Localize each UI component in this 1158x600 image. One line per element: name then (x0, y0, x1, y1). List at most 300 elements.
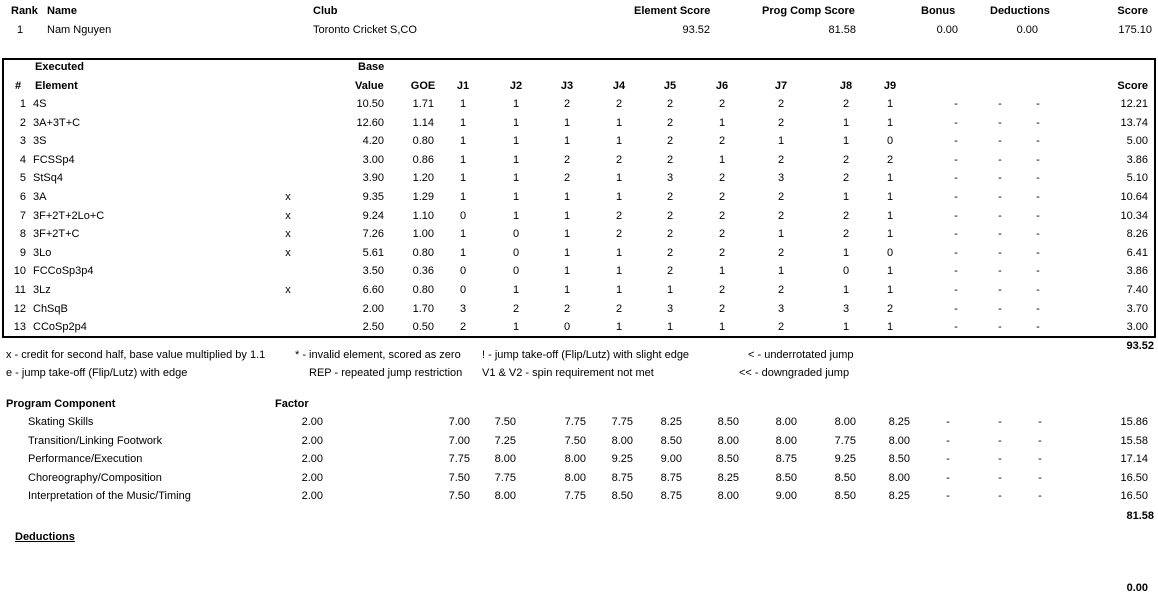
pc-judge-2: 8.00 (494, 490, 516, 503)
pc-factor: 2.00 (301, 416, 323, 428)
element-judge-3: 1 (563, 246, 571, 259)
element-judge-3: 1 (563, 209, 571, 222)
element-judge-5: 2 (666, 116, 674, 129)
pc-judge-7: 9.00 (775, 490, 797, 503)
pc-empty-judge-3: - (1038, 453, 1042, 466)
pc-name: Transition/Linking Footwork (28, 434, 163, 447)
pc-judge-3: 7.75 (564, 490, 586, 503)
element-empty-judge-1: - (954, 98, 958, 110)
element-judge-2: 1 (512, 191, 520, 203)
pc-factor: 2.00 (301, 453, 323, 466)
deductions-header: Deductions (990, 5, 1050, 17)
goe-header: GOE (410, 80, 436, 92)
element-empty-judge-1: - (954, 302, 958, 315)
element-code: FCSSp4 (33, 153, 75, 166)
element-base-value: 9.24 (362, 209, 384, 222)
element-code: CCoSp2p4 (33, 321, 87, 334)
element-judge-1: 3 (459, 302, 467, 315)
element-judge-7: 1 (777, 228, 785, 241)
element-judge-6: 2 (718, 191, 726, 203)
elements-table-border (2, 58, 1156, 338)
pc-judge-1: 7.75 (448, 453, 470, 466)
element-goe: 0.50 (412, 321, 434, 334)
element-base-value: 4.20 (362, 135, 384, 148)
pc-judge-5: 8.25 (660, 416, 682, 428)
legend-x-credit: x - credit for second half, base value multiplied by 1.1 (6, 349, 266, 361)
club-header: Club (313, 5, 338, 17)
element-row-num: 2 (19, 116, 26, 129)
skater-prog-comp-score: 81.58 (828, 24, 856, 36)
element-base-value: 12.60 (356, 116, 384, 129)
element-empty-judge-2: - (998, 98, 1002, 110)
skater-rank: 1 (17, 24, 24, 36)
score-header: Score (1117, 5, 1148, 17)
pc-name: Skating Skills (28, 416, 94, 428)
element-judge-8: 1 (842, 284, 850, 296)
element-empty-judge-3: - (1036, 116, 1040, 129)
element-judge-5: 2 (666, 209, 674, 222)
element-judge-3: 2 (563, 302, 571, 315)
element-header: Element (35, 80, 78, 92)
element-judge-9: 1 (886, 191, 894, 203)
element-judge-2: 1 (512, 153, 520, 166)
pc-judge-4: 9.25 (611, 453, 633, 466)
element-judge-7: 1 (777, 135, 785, 148)
element-judge-2: 1 (512, 209, 520, 222)
skater-total-score: 175.10 (1118, 24, 1152, 36)
skater-club: Toronto Cricket S,CO (313, 24, 417, 36)
legend-v1v2: V1 & V2 - spin requirement not met (482, 367, 654, 379)
pc-judge-6: 8.00 (717, 490, 739, 503)
element-code: 3Lo (33, 246, 52, 259)
element-judge-9: 0 (886, 135, 894, 148)
element-judge-4: 1 (615, 191, 623, 203)
element-empty-judge-2: - (998, 284, 1002, 296)
element-judge-5: 1 (666, 284, 674, 296)
element-judge-6: 1 (718, 321, 726, 334)
pc-judge-8: 9.25 (834, 453, 856, 466)
element-judge-8: 0 (842, 265, 850, 278)
element-empty-judge-2: - (998, 135, 1002, 148)
element-judge-2: 1 (512, 98, 520, 110)
element-judge-6: 1 (718, 116, 726, 129)
element-judge-6: 2 (718, 284, 726, 296)
element-empty-judge-3: - (1036, 284, 1040, 296)
element-judge-7: 2 (777, 116, 785, 129)
element-judge-4: 2 (615, 153, 623, 166)
pc-empty-judge-1: - (946, 490, 950, 503)
pc-judge-4: 8.00 (611, 434, 633, 447)
element-empty-judge-1: - (954, 209, 958, 222)
element-empty-judge-3: - (1036, 191, 1040, 203)
element-empty-judge-1: - (954, 228, 958, 241)
element-flag: x (285, 284, 291, 296)
pc-judge-7: 8.75 (775, 453, 797, 466)
element-judge-1: 2 (459, 321, 467, 334)
element-judge-6: 2 (718, 172, 726, 185)
legend-edge: e - jump take-off (Flip/Lutz) with edge (6, 367, 188, 379)
element-judge-2: 1 (512, 116, 520, 129)
element-row-num: 9 (19, 246, 26, 259)
element-judge-9: 1 (886, 321, 894, 334)
element-judge-4: 1 (615, 135, 623, 148)
element-empty-judge-2: - (998, 153, 1002, 166)
element-empty-judge-3: - (1036, 302, 1040, 315)
element-judge-4: 2 (615, 98, 623, 110)
element-judge-4: 2 (615, 209, 623, 222)
element-judge-8: 2 (842, 209, 850, 222)
j3-header: J3 (560, 80, 574, 92)
element-judge-6: 2 (718, 209, 726, 222)
element-goe: 1.20 (412, 172, 434, 185)
element-score: 3.86 (1126, 265, 1148, 278)
pc-judge-6: 8.50 (717, 416, 739, 428)
element-judge-8: 2 (842, 228, 850, 241)
element-score: 3.00 (1126, 321, 1148, 334)
pc-judge-2: 7.75 (494, 471, 516, 484)
pc-judge-5: 8.75 (660, 490, 682, 503)
element-empty-judge-1: - (954, 265, 958, 278)
pc-empty-judge-1: - (946, 453, 950, 466)
name-header: Name (47, 5, 77, 17)
pc-judge-1: 7.50 (448, 471, 470, 484)
pc-judge-6: 8.50 (717, 453, 739, 466)
element-score: 3.86 (1126, 153, 1148, 166)
element-empty-judge-3: - (1036, 135, 1040, 148)
pc-judge-8: 7.75 (834, 434, 856, 447)
element-code: 4S (33, 98, 47, 110)
element-empty-judge-2: - (998, 321, 1002, 334)
element-judge-5: 2 (666, 98, 674, 110)
element-row-num: 6 (19, 191, 26, 203)
element-judge-8: 1 (842, 321, 850, 334)
element-judge-3: 2 (563, 153, 571, 166)
element-empty-judge-2: - (998, 172, 1002, 185)
element-judge-8: 1 (842, 135, 850, 148)
element-judge-3: 2 (563, 98, 571, 110)
element-row-num: 1 (19, 98, 26, 110)
element-base-value: 5.61 (362, 246, 384, 259)
element-judge-5: 3 (666, 172, 674, 185)
legend-underrotated: < - underrotated jump (748, 349, 854, 361)
pc-judge-4: 8.75 (611, 471, 633, 484)
element-judge-1: 1 (459, 228, 467, 241)
element-goe: 0.80 (412, 246, 434, 259)
element-judge-4: 1 (615, 284, 623, 296)
element-empty-judge-2: - (998, 209, 1002, 222)
element-empty-judge-2: - (998, 246, 1002, 259)
pc-judge-9: 8.25 (888, 490, 910, 503)
element-empty-judge-2: - (998, 116, 1002, 129)
pc-judge-2: 7.50 (494, 416, 516, 428)
element-empty-judge-1: - (954, 153, 958, 166)
element-judge-1: 0 (459, 265, 467, 278)
j4-header: J4 (612, 80, 626, 92)
element-judge-3: 0 (563, 321, 571, 334)
element-judge-2: 0 (512, 228, 520, 241)
element-code: 3A (33, 191, 47, 203)
element-code: 3F+2T+2Lo+C (33, 209, 105, 222)
element-goe: 1.29 (412, 191, 434, 203)
skater-element-score: 93.52 (682, 24, 710, 36)
element-judge-7: 2 (777, 284, 785, 296)
pc-judge-5: 8.75 (660, 471, 682, 484)
element-judge-2: 1 (512, 135, 520, 148)
element-code: FCCoSp3p4 (33, 265, 94, 278)
element-empty-judge-1: - (954, 135, 958, 148)
element-empty-judge-3: - (1036, 209, 1040, 222)
element-empty-judge-2: - (998, 228, 1002, 241)
element-score: 3.70 (1126, 302, 1148, 315)
element-goe: 1.14 (412, 116, 434, 129)
j7-header: J7 (774, 80, 788, 92)
rank-header: Rank (11, 5, 38, 17)
value-header: Value (355, 80, 384, 92)
j5-header: J5 (663, 80, 677, 92)
skater-name: Nam Nguyen (47, 24, 112, 36)
element-base-value: 7.26 (362, 228, 384, 241)
pc-judge-3: 7.50 (564, 434, 586, 447)
element-score: 12.21 (1120, 98, 1148, 110)
element-judge-7: 1 (777, 265, 785, 278)
pc-judge-7: 8.00 (775, 416, 797, 428)
element-judge-4: 1 (615, 116, 623, 129)
element-judge-7: 3 (777, 302, 785, 315)
element-judge-4: 2 (615, 228, 623, 241)
factor-header: Factor (275, 398, 309, 410)
element-base-value: 3.00 (362, 153, 384, 166)
element-judge-1: 1 (459, 153, 467, 166)
element-empty-judge-3: - (1036, 98, 1040, 110)
program-component-title: Program Component (6, 398, 116, 410)
pc-empty-judge-2: - (998, 416, 1002, 428)
pc-judge-9: 8.25 (888, 416, 910, 428)
pc-factor: 2.00 (301, 471, 323, 484)
element-judge-7: 2 (777, 98, 785, 110)
element-row-num: 8 (19, 228, 26, 241)
element-judge-1: 1 (459, 246, 467, 259)
bonus-header: Bonus (921, 5, 956, 17)
element-judge-6: 1 (718, 265, 726, 278)
element-judge-9: 2 (886, 302, 894, 315)
element-row-num: 5 (19, 172, 26, 185)
pc-empty-judge-1: - (946, 416, 950, 428)
element-base-value: 3.50 (362, 265, 384, 278)
element-judge-2: 2 (512, 302, 520, 315)
element-flag: x (285, 209, 291, 222)
legend-rep: REP - repeated jump restriction (309, 367, 463, 379)
element-judge-8: 1 (842, 116, 850, 129)
pc-judge-6: 8.00 (717, 434, 739, 447)
element-base-value: 2.50 (362, 321, 384, 334)
element-row-num: 7 (19, 209, 26, 222)
element-judge-8: 3 (842, 302, 850, 315)
skater-bonus: 0.00 (936, 24, 958, 36)
element-judge-6: 2 (718, 302, 726, 315)
element-base-value: 9.35 (362, 191, 384, 203)
element-empty-judge-3: - (1036, 172, 1040, 185)
element-goe: 1.71 (412, 98, 434, 110)
element-judge-7: 2 (777, 321, 785, 334)
pc-judge-8: 8.50 (834, 490, 856, 503)
element-code: 3F+2T+C (33, 228, 80, 241)
element-code: 3A+3T+C (33, 116, 81, 129)
element-empty-judge-3: - (1036, 246, 1040, 259)
pc-empty-judge-3: - (1038, 490, 1042, 503)
pc-judge-1: 7.00 (448, 434, 470, 447)
element-judge-5: 1 (666, 321, 674, 334)
element-judge-2: 1 (512, 172, 520, 185)
element-code: StSq4 (33, 172, 63, 185)
element-judge-3: 1 (563, 135, 571, 148)
pc-judge-7: 8.50 (775, 471, 797, 484)
pc-judge-8: 8.00 (834, 416, 856, 428)
pc-judge-1: 7.00 (448, 416, 470, 428)
pc-judge-9: 8.00 (888, 471, 910, 484)
program-components-total: 81.58 (1126, 510, 1154, 522)
element-empty-judge-3: - (1036, 153, 1040, 166)
element-judge-3: 2 (563, 172, 571, 185)
pc-factor: 2.00 (301, 434, 323, 447)
element-code: 3Lz (33, 284, 51, 296)
element-goe: 0.86 (412, 153, 434, 166)
element-judge-9: 1 (886, 209, 894, 222)
element-judge-9: 2 (886, 153, 894, 166)
element-row-num: 10 (13, 265, 26, 278)
pc-empty-judge-3: - (1038, 416, 1042, 428)
pc-judge-8: 8.50 (834, 471, 856, 484)
pc-empty-judge-3: - (1038, 434, 1042, 447)
pc-empty-judge-3: - (1038, 471, 1042, 484)
element-goe: 1.10 (412, 209, 434, 222)
pc-score: 15.86 (1120, 416, 1148, 428)
element-flag: x (285, 246, 291, 259)
element-judge-5: 2 (666, 265, 674, 278)
element-row-num: 11 (14, 284, 26, 296)
element-base-value: 10.50 (356, 98, 384, 110)
element-score: 7.40 (1126, 284, 1148, 296)
element-score: 13.74 (1120, 116, 1148, 129)
element-judge-3: 1 (563, 284, 571, 296)
element-row-num: 13 (13, 321, 26, 334)
element-goe: 0.80 (412, 135, 434, 148)
element-judge-3: 1 (563, 228, 571, 241)
element-empty-judge-1: - (954, 116, 958, 129)
element-score: 10.64 (1120, 191, 1148, 203)
element-judge-9: 1 (886, 228, 894, 241)
element-score-col-header: Score (1117, 80, 1148, 92)
element-empty-judge-1: - (954, 284, 958, 296)
element-judge-7: 2 (777, 191, 785, 203)
pc-name: Interpretation of the Music/Timing (28, 490, 191, 503)
element-goe: 0.80 (412, 284, 434, 296)
pc-score: 17.14 (1120, 453, 1148, 466)
prog-comp-score-header: Prog Comp Score (762, 5, 855, 17)
element-judge-7: 3 (777, 172, 785, 185)
pc-judge-3: 8.00 (564, 453, 586, 466)
element-judge-2: 0 (512, 265, 520, 278)
element-judge-5: 2 (666, 135, 674, 148)
element-judge-8: 2 (842, 172, 850, 185)
element-empty-judge-3: - (1036, 228, 1040, 241)
pc-score: 16.50 (1120, 490, 1148, 503)
element-judge-9: 1 (886, 116, 894, 129)
executed-header: Executed (35, 61, 84, 73)
element-judge-1: 0 (459, 209, 467, 222)
deductions-title: Deductions (15, 531, 75, 543)
element-judge-9: 1 (886, 284, 894, 296)
base-header: Base (358, 61, 385, 73)
element-code: 3S (33, 135, 47, 148)
element-empty-judge-3: - (1036, 265, 1040, 278)
element-judge-4: 2 (615, 302, 623, 315)
pc-judge-1: 7.50 (448, 490, 470, 503)
element-judge-6: 2 (718, 135, 726, 148)
j2-header: J2 (509, 80, 523, 92)
element-judge-8: 1 (842, 246, 850, 259)
element-judge-6: 2 (718, 228, 726, 241)
element-empty-judge-1: - (954, 321, 958, 334)
element-empty-judge-2: - (998, 302, 1002, 315)
element-base-value: 3.90 (362, 172, 384, 185)
pc-judge-2: 7.25 (494, 434, 516, 447)
pc-empty-judge-2: - (998, 453, 1002, 466)
element-goe: 0.36 (412, 265, 434, 278)
element-judge-8: 1 (842, 191, 850, 203)
element-judge-9: 0 (886, 246, 894, 259)
pc-judge-2: 8.00 (494, 453, 516, 466)
element-judge-4: 1 (615, 246, 623, 259)
element-score: 5.10 (1126, 172, 1148, 185)
pc-judge-7: 8.00 (775, 434, 797, 447)
element-row-num: 12 (13, 302, 26, 315)
pc-judge-9: 8.50 (888, 453, 910, 466)
deductions-total: 0.00 (1126, 582, 1148, 594)
pc-judge-3: 8.00 (564, 471, 586, 484)
element-judge-9: 1 (886, 98, 894, 110)
element-score: 10.34 (1120, 209, 1148, 222)
pc-judge-4: 8.50 (611, 490, 633, 503)
pc-empty-judge-2: - (998, 434, 1002, 447)
element-empty-judge-3: - (1036, 321, 1040, 334)
element-judge-8: 2 (842, 153, 850, 166)
element-judge-1: 1 (459, 135, 467, 148)
element-flag: x (285, 191, 291, 203)
element-score: 6.41 (1126, 246, 1148, 259)
element-judge-3: 1 (563, 191, 571, 203)
element-judge-1: 1 (459, 191, 467, 203)
element-judge-5: 2 (666, 153, 674, 166)
element-judge-2: 1 (512, 321, 520, 334)
pc-empty-judge-2: - (998, 471, 1002, 484)
element-row-num: 3 (19, 135, 26, 148)
pc-score: 15.58 (1120, 434, 1148, 447)
legend-invalid: * - invalid element, scored as zero (295, 349, 461, 361)
legend-slight-edge: ! - jump take-off (Flip/Lutz) with slight edge (482, 349, 690, 361)
element-judge-5: 2 (666, 191, 674, 203)
pc-judge-4: 7.75 (611, 416, 633, 428)
element-score-header: Element Score (634, 5, 711, 17)
element-goe: 1.00 (412, 228, 434, 241)
element-score: 5.00 (1126, 135, 1148, 148)
element-judge-2: 0 (512, 246, 520, 259)
element-judge-6: 2 (718, 246, 726, 259)
pc-judge-5: 8.50 (660, 434, 682, 447)
j6-header: J6 (715, 80, 729, 92)
skater-deductions: 0.00 (1016, 24, 1038, 36)
element-empty-judge-1: - (954, 191, 958, 203)
j9-header: J9 (883, 80, 897, 92)
